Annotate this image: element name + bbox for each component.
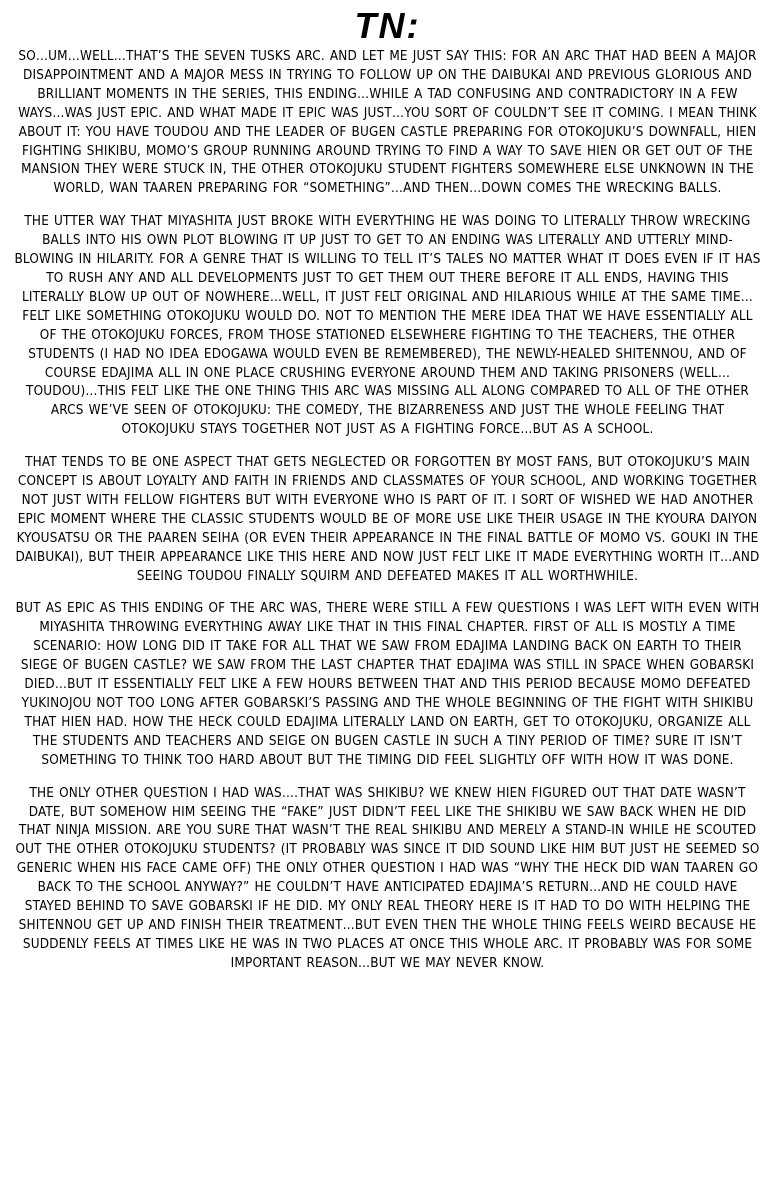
note-paragraph: THAT TENDS TO BE ONE ASPECT THAT GETS NEGLECTED OR FORGOTTEN BY MOST FANS, BUT OTOKOJUKU’S MAIN CONCEPT IS ABOUT LOYALTY AND FAITH IN FRIENDS AND CLASSMATES OF YOUR SCHOOL, AND WORKING TOGETHER NOT JUST WITH FELLOW FIGHTERS BUT WITH EVERYONE WHO IS PART OF IT. I SORT OF WISHED WE HAD ANOTHER EPIC MOMENT WHERE THE CLASSIC STUDENTS WOULD BE OF MORE USE LIKE THEIR USAGE IN THE KYOURA DAIYON KYOUSATSU OR THE PAAREN SEIHA (OR EVEN THEIR APPEARANCE IN THE FINAL BATTLE OF MOMO VS. GOUKI IN THE DAIBUKAI), BUT THEIR APPEARANCE LIKE THIS HERE AND NOW JUST FELT LIKE IT MADE EVERYTHING WORTH IT…AND SEEING TOUDOU FINALLY SQUIRM AND DEFEATED MAKES IT ALL WORTHWHILE.	[15, 455, 760, 584]
note-paragraph: THE ONLY OTHER QUESTION I HAD WAS….THAT WAS SHIKIBU? WE KNEW HIEN FIGURED OUT THAT DATE WASN’T DATE, BUT SOMEHOW HIM SEEING THE “FAKE” JUST DIDN’T FEEL LIKE THE SHIKIBU WE SAW BACK WHEN HE DID THAT NINJA MISSION. ARE YOU SURE THAT WASN’T THE REAL SHIKIBU AND MERELY A STAND-IN WHILE HE SCOUTED OUT THE OTHER OTOKOJUKU STUDENTS? (IT PROBABLY WAS SINCE IT DID SOUND LIKE HIM BUT JUST HE SEEMED SO GENERIC WHEN HIS FACE CAME OFF) THE ONLY OTHER QUESTION I HAD WAS “WHY THE HECK DID WAN TAAREN GO BACK TO THE SCHOOL ANYWAY?” HE COULDN’T HAVE ANTICIPATED EDAJIMA’S RETURN…AND HE COULD HAVE STAYED BEHIND TO SAVE GOBARSKI IF HE DID. MY ONLY REAL THEORY HERE IS IT HAD TO DO WITH HELPING THE SHITENNOU GET UP AND FINISH THEIR TREATMENT…BUT EVEN THEN THE WHOLE THING FEELS WEIRD BECAUSE HE SUDDENLY FEELS AT TIMES LIKE HE WAS IN TWO PLACES AT ONCE THIS WHOLE ARC. IT PROBABLY WAS FOR SOME IMPORTANT REASON…BUT WE MAY NEVER KNOW.	[15, 785, 760, 971]
note-paragraph: SO…UM…WELL…THAT’S THE SEVEN TUSKS ARC. AND LET ME JUST SAY THIS: FOR AN ARC THAT HAD BEEN A MAJOR DISAPPOINTMENT AND A MAJOR MESS IN TRYING TO FOLLOW UP ON THE DAIBUKAI AND PREVIOUS GLORIOUS AND BRILLIANT MOMENTS IN THE SERIES, THIS ENDING…WHILE A TAD CONFUSING AND CONTRADICTORY IN A FEW WAYS…WAS JUST EPIC. AND WHAT MADE IT EPIC WAS JUST…YOU SORT OF COULDN’T SEE IT COMING. I MEAN THINK ABOUT IT: YOU HAVE TOUDOU AND THE LEADER OF BUGEN CASTLE PREPARING FOR OTOKOJUKU’S DOWNFALL, HIEN FIGHTING SHIKIBU, MOMO’S GROUP RUNNING AROUND TRYING TO FIND A WAY TO SAVE HIEN OR GET OUT OF THE MANSION THEY WERE STUCK IN, THE OTHER OTOKOJUKU STUDENT FIGHTERS SOMEWHERE ELSE UNKNOWN IN THE WORLD, WAN TAAREN PREPARING FOR “SOMETHING”…AND THEN…DOWN COMES THE WRECKING BALLS.	[18, 49, 757, 197]
note-paragraph: BUT AS EPIC AS THIS ENDING OF THE ARC WAS, THERE WERE STILL A FEW QUESTIONS I WAS LEFT WITH EVEN WITH MIYASHITA THROWING EVERYTHING AWAY LIKE THAT IN THIS FINAL CHAPTER. FIRST OF ALL IS MOSTLY A TIME SCENARIO: HOW LONG DID IT TAKE FOR ALL THAT WE SAW FROM EDAJIMA LANDING BACK ON EARTH TO THEIR SIEGE OF BUGEN CASTLE? WE SAW FROM THE LAST CHAPTER THAT EDAJIMA WAS STILL IN SPACE WHEN GOBARSKI DIED…BUT IT ESSENTIALLY FELT LIKE A FEW HOURS BETWEEN THAT AND THIS PERIOD BECAUSE MOMO DEFEATED YUKINOJOU NOT TOO LONG AFTER GOBARSKI’S PASSING AND THE WHOLE BEGINNING OF THE FIGHT WITH SHIKIBU THAT HIEN HAD. HOW THE HECK COULD EDAJIMA LITERALLY LAND ON EARTH, GET TO OTOKOJUKU, ORGANIZE ALL THE STUDENTS AND TEACHERS AND SEIGE ON BUGEN CASTLE IN SUCH A TINY PERIOD OF TIME? SURE IT ISN’T SOMETHING TO THINK TOO HARD ABOUT BUT THE TIMING DID FEEL SLIGHTLY OFF WITH HOW IT WAS DONE.	[15, 601, 760, 768]
page-title: TN:	[354, 5, 421, 46]
note-paragraph: THE UTTER WAY THAT MIYASHITA JUST BROKE WITH EVERYTHING HE WAS DOING TO LITERALLY THROW WRECKING BALLS INTO HIS OWN PLOT BLOWING IT UP JUST TO GET TO AN ENDING WAS LITERALLY AND UTTERLY MIND-BLOWING IN HILARITY. FOR A GENRE THAT IS WILLING TO TELL IT’S TALES NO MATTER WHAT IT DOES EVEN IF IT HAS TO RUSH ANY AND ALL DEVELOPMENTS JUST TO GET THEM OUT THERE BEFORE IT ALL ENDS, HAVING THIS LITERALLY BLOW UP OUT OF NOWHERE…WELL, IT JUST FELT ORIGINAL AND HILARIOUS WHILE AT THE SAME TIME…FELT LIKE SOMETHING OTOKOJUKU WOULD DO. NOT TO MENTION THE MERE IDEA THAT WE HAVE ESSENTIALLY ALL OF THE OTOKOJUKU FORCES, FROM THOSE STATIONED ELSEWHERE FIGHTING TO THE TEACHERS, THE OTHER STUDENTS (I HAD NO IDEA EDOGAWA WOULD EVEN BE REMEMBERED), THE NEWLY-HEALED SHITENNOU, AND OF COURSE EDAJIMA ALL IN ONE PLACE CRUSHING EVERYONE AROUND THEM AND TAKING PRISONERS (WELL…TOUDOU)…THIS FELT LIKE THE ONE THING THIS ARC WAS MISSING ALL ALONG COMPARED TO ALL OF THE OTHER ARCS WE’VE SEEN OF OTOKOJUKU: THE COMEDY, THE BIZARRENESS AND JUST THE WHOLE FEELING THAT OTOKOJUKU STAYS TOGETHER NOT JUST AS A FIGHTING FORCE…BUT AS A SCHOOL.	[14, 214, 761, 438]
